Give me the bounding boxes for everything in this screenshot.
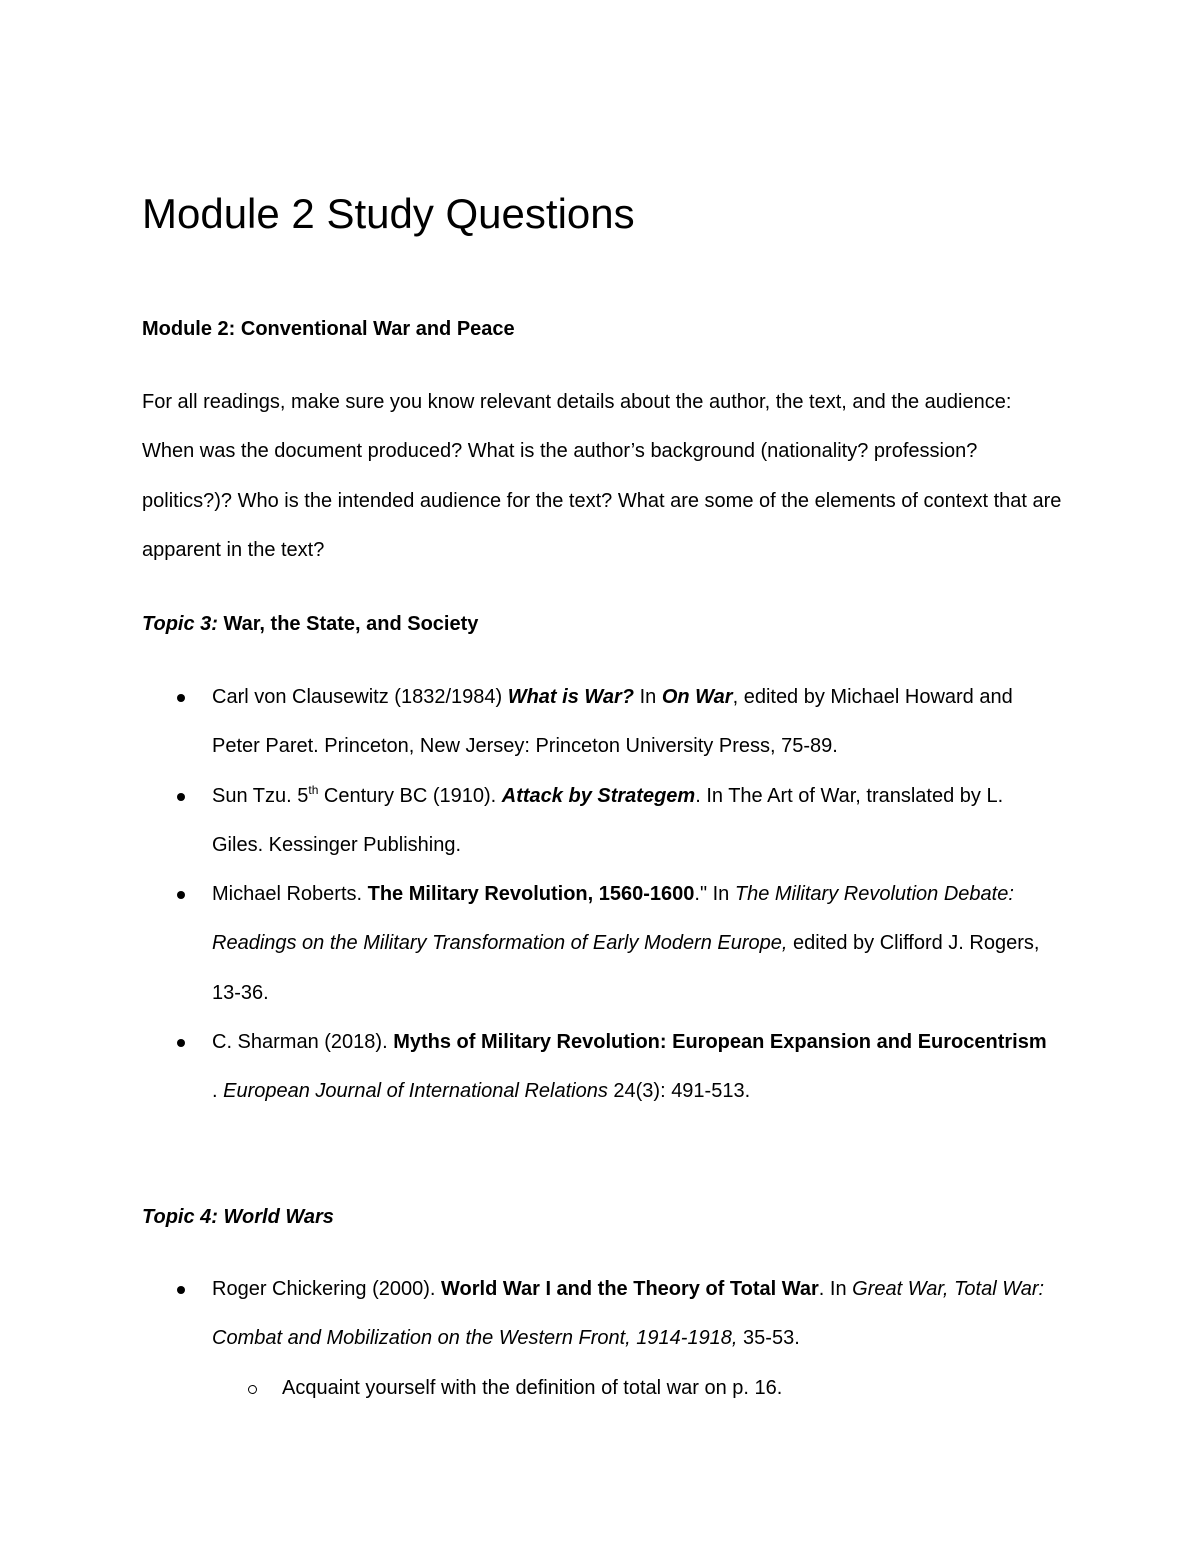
bullet-icon (177, 793, 185, 801)
reading-chickering (0, 1265, 1052, 1364)
reading-author: Carl von Clausewitz (1832/1984) (212, 686, 508, 708)
reading-roberts (0, 870, 1052, 1018)
reading-book: On War (661, 686, 733, 708)
reading-book: The Military Revolution Debate: Readings on the Military Transformation of Early Modern Europe, (212, 883, 1014, 955)
reading-connector: . In (818, 1278, 853, 1300)
bullet-icon (177, 694, 185, 702)
topic-4-reading-list (0, 1265, 1100, 1413)
reading-sharman (0, 1018, 1052, 1117)
topic-3-label: Topic 3: (142, 613, 218, 635)
sub-item-text: Acquaint yourself with the definition of total war on p. 16. (282, 1376, 783, 1399)
document-title: Module 2 Study Questions (142, 190, 635, 237)
topic-4-label: Topic 4: (142, 1206, 218, 1228)
module-heading: Module 2: Conventional War and Peace (142, 318, 515, 340)
hollow-bullet-icon (248, 1385, 257, 1394)
reading-citation: edited by Clifford J. Rogers, 13-36. (212, 932, 1040, 1004)
bullet-icon (177, 1286, 185, 1294)
reading-author-date: Century BC (1910). (318, 784, 502, 807)
reading-book: European Journal of International Relations (223, 1080, 608, 1103)
reading-connector: ." In (694, 883, 735, 906)
topic-4-heading (142, 1202, 334, 1232)
bullet-icon (177, 891, 185, 899)
reading-citation: 35-53. (737, 1327, 800, 1350)
reading-connector: . (212, 1080, 224, 1103)
bullet-icon (177, 1039, 185, 1047)
reading-sub-item (0, 1364, 1100, 1413)
topic-3-title: War, the State, and Society (217, 613, 479, 635)
reading-author-superscript: th (308, 782, 319, 797)
reading-book: Great War, Total War: Combat and Mobilization on the Western Front, 1914-1918, (212, 1278, 1045, 1350)
reading-author: C. Sharman (2018). (212, 1031, 394, 1054)
reading-clausewitz (0, 673, 1052, 772)
topic-3-reading-list (0, 673, 1100, 1117)
reading-work: Attack by Strategem (501, 784, 696, 807)
reading-work: The Military Revolution, 1560-1600 (367, 883, 695, 906)
reading-sun-tzu (0, 772, 1052, 871)
intro-paragraph: For all readings, make sure you know relevant details about the author, the text, and the audience: When was the document produced? What is the author’s background (nationality? profession? politics?)? Who is the intended audience for the text? What are some of the elements of context that are apparent in the text? (142, 391, 1062, 561)
topic-3-heading (142, 609, 478, 639)
reading-work: What is War? (507, 686, 635, 708)
reading-author: Sun Tzu. 5 (212, 784, 309, 807)
reading-work: Myths of Military Revolution: European Expansion and Eurocentrism (393, 1031, 1047, 1054)
reading-citation: 24(3): 491-513. (607, 1080, 751, 1103)
reading-work: World War I and the Theory of Total War (441, 1278, 819, 1300)
reading-citation: , edited by Michael Howard and Peter Paret. Princeton, New Jersey: Princeton University Press, 75-89. (212, 686, 1013, 758)
reading-author: Michael Roberts. (212, 883, 368, 906)
reading-author: Roger Chickering (2000). (212, 1278, 441, 1300)
reading-connector: In (634, 686, 662, 708)
topic-4-title: World Wars (217, 1206, 334, 1228)
reading-citation: . In The Art of War, translated by L. Giles. Kessinger Publishing. (212, 784, 1004, 856)
